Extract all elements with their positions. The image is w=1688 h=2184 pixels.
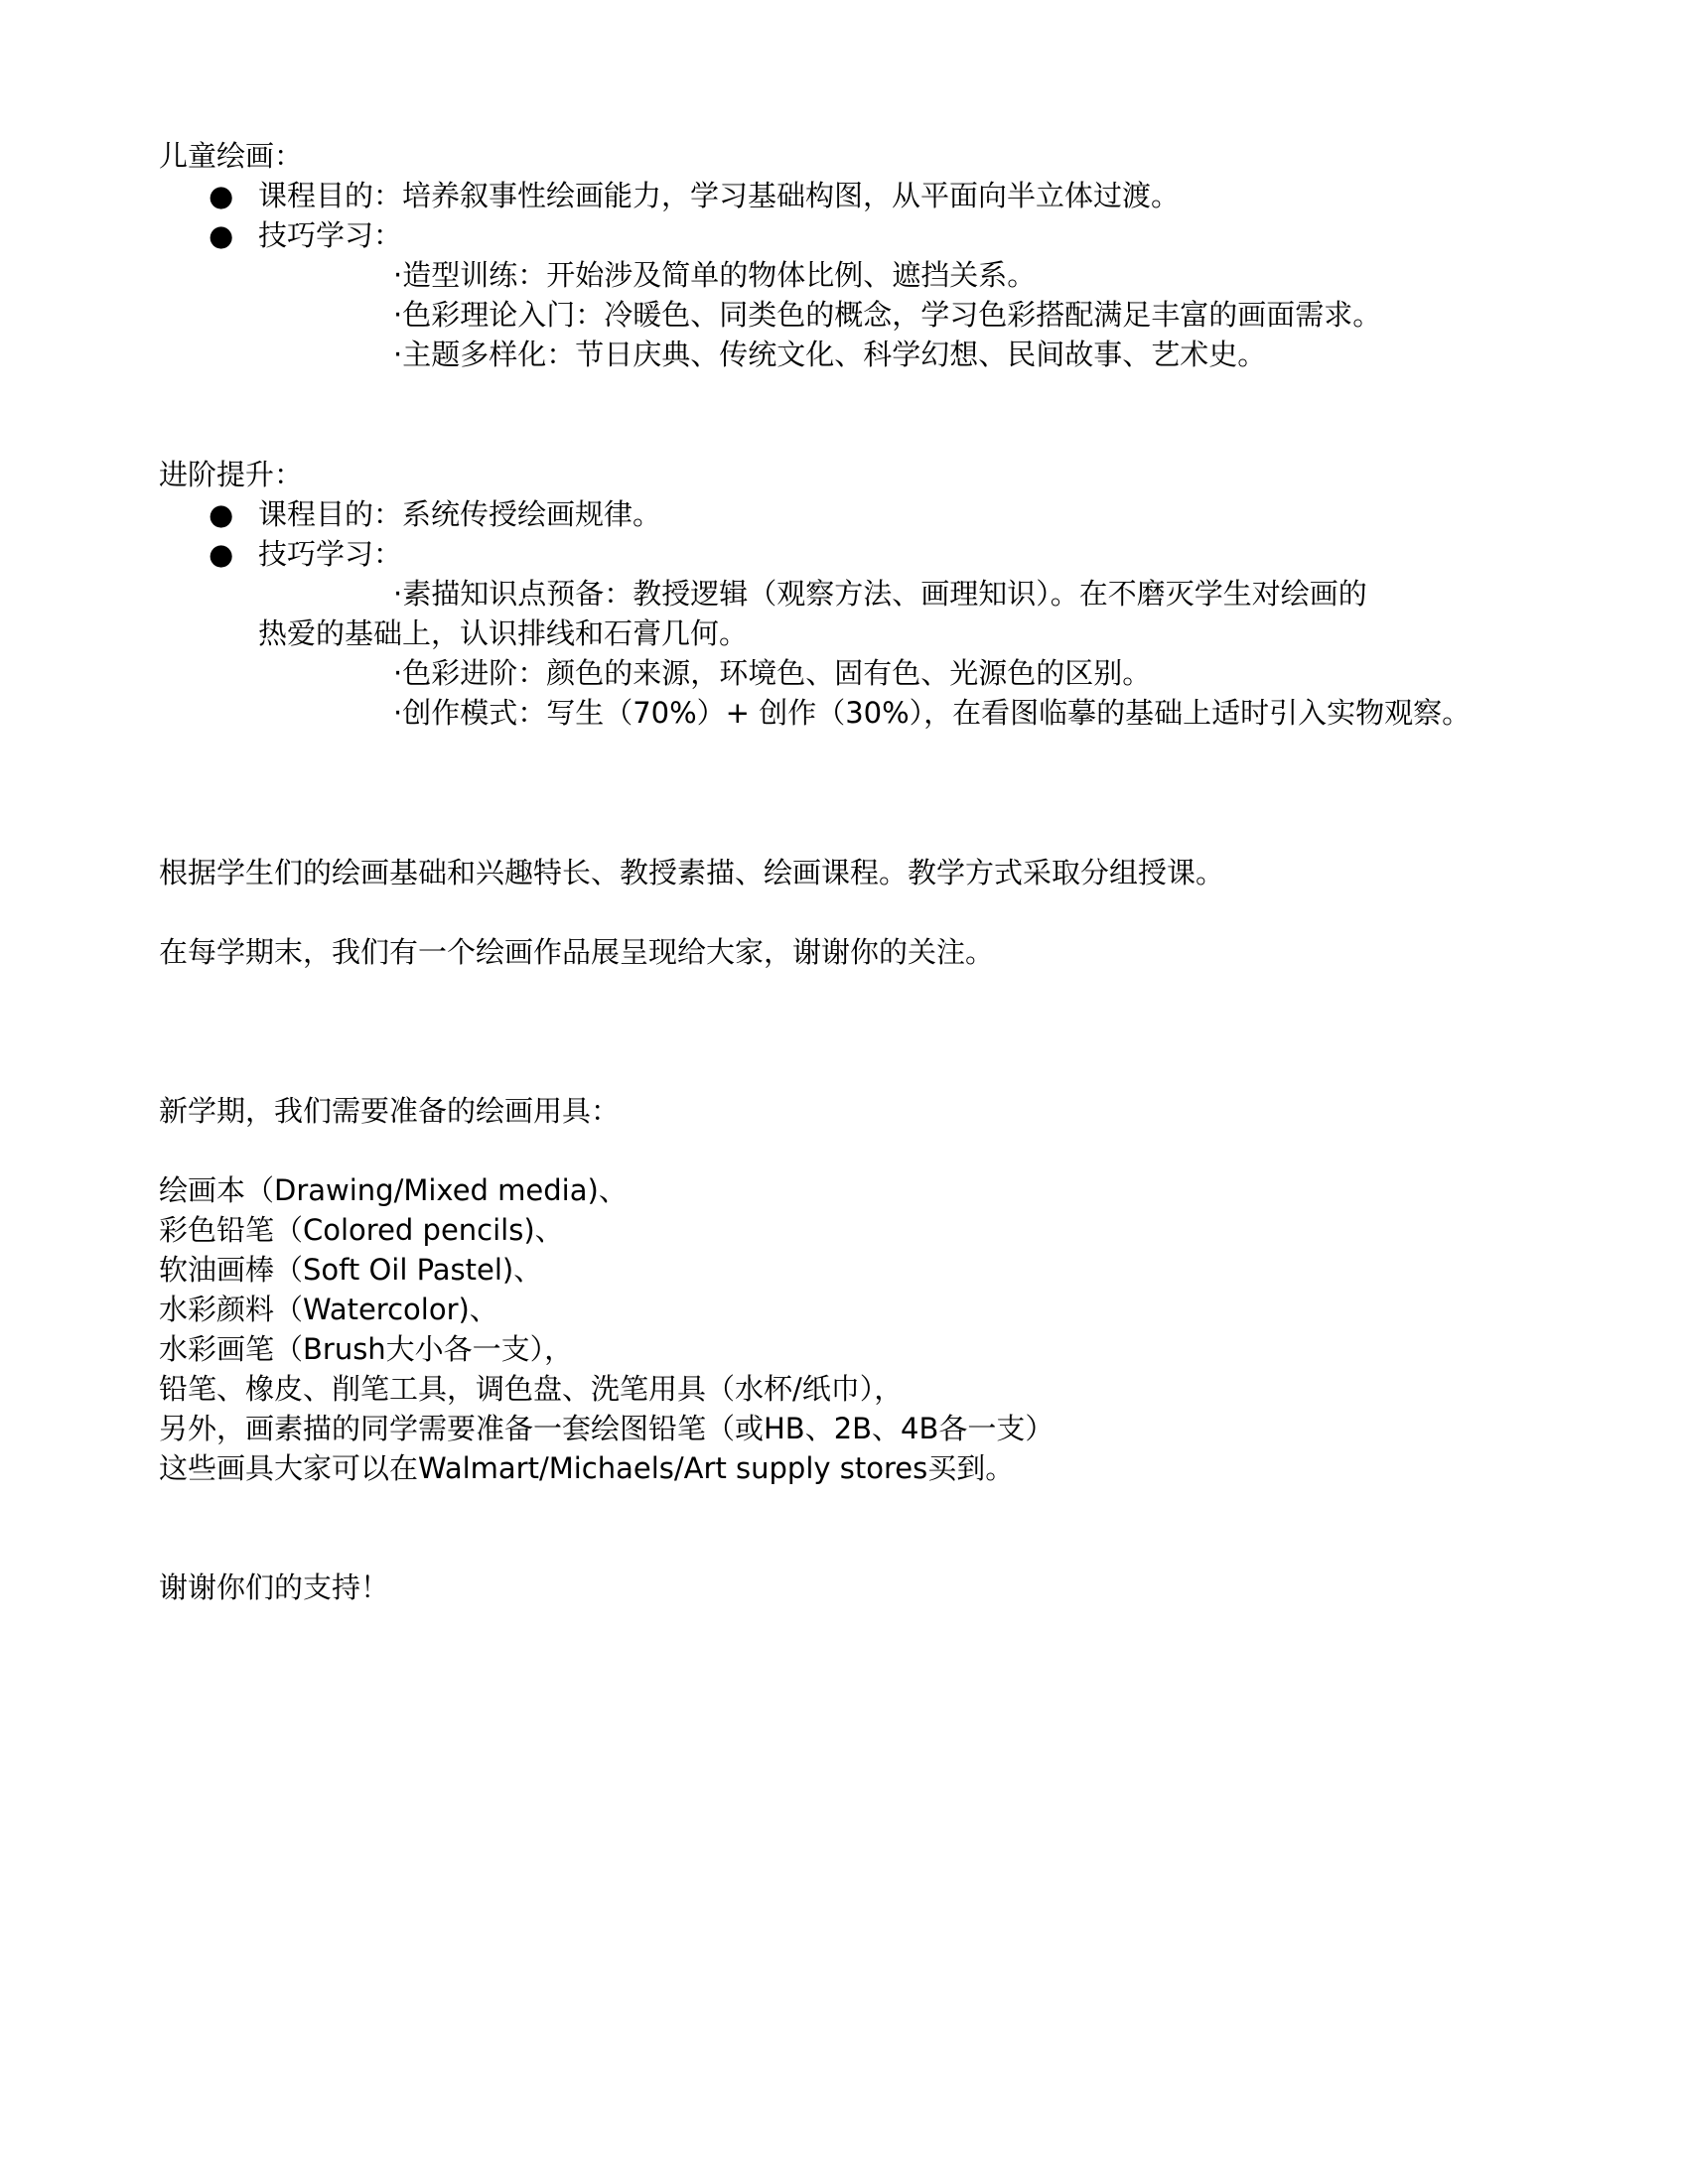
bullet-icon: ● — [209, 497, 234, 531]
skill-detail: ·造型训练：开始涉及简单的物体比例、遮挡关系。 — [393, 258, 1037, 292]
skill-detail: ·色彩进阶：颜色的来源，环境色、固有色、光源色的区别。 — [393, 656, 1152, 690]
supplies-heading: 新学期，我们需要准备的绘画用具： — [159, 1094, 621, 1128]
skill-detail: ·色彩理论入门：冷暖色、同类色的概念，学习色彩搭配满足丰富的画面需求。 — [393, 298, 1382, 332]
closing-thanks: 谢谢你们的支持！ — [159, 1570, 390, 1604]
bullet-icon: ● — [209, 537, 234, 571]
skill-detail: ·创作模式：写生（70%）+ 创作（30%），在看图临摹的基础上适时引入实物观察。 — [393, 696, 1472, 730]
course-goal-item: 课程目的：系统传授绘画规律。 — [258, 497, 662, 531]
supply-item: 绘画本（Drawing/Mixed media)、 — [159, 1173, 628, 1207]
supply-item: 彩色铅笔（Colored pencils)、 — [159, 1213, 564, 1247]
supply-item: 水彩颜料（Watercolor)、 — [159, 1293, 498, 1326]
skill-detail-continued: 热爱的基础上，认识排线和石膏几何。 — [258, 616, 749, 650]
skill-detail: ·主题多样化：节日庆典、传统文化、科学幻想、民间故事、艺术史。 — [393, 338, 1267, 371]
exhibition-paragraph: 在每学期末，我们有一个绘画作品展呈现给大家，谢谢你的关注。 — [159, 935, 995, 969]
supply-item: 软油画棒（Soft Oil Pastel)、 — [159, 1253, 543, 1287]
supply-item: 这些画具大家可以在Walmart/Michaels/Art supply stores买到。 — [159, 1451, 1015, 1485]
bullet-icon: ● — [209, 179, 234, 212]
section-heading-advanced: 进阶提升： — [159, 458, 304, 491]
course-goal-item: 课程目的：培养叙事性绘画能力，学习基础构图，从平面向半立体过渡。 — [258, 179, 1181, 212]
skills-item: 技巧学习： — [258, 218, 403, 252]
supply-item: 水彩画笔（Brush大小各一支）， — [159, 1332, 574, 1366]
skills-item: 技巧学习： — [258, 537, 403, 571]
teaching-paragraph: 根据学生们的绘画基础和兴趣特长、教授素描、绘画课程。教学方式采取分组授课。 — [159, 856, 1225, 889]
supply-item: 另外，画素描的同学需要准备一套绘图铅笔（或HB、2B、4B各一支） — [159, 1412, 1055, 1445]
skill-detail: ·素描知识点预备：教授逻辑（观察方法、画理知识）。在不磨灭学生对绘画的 — [393, 577, 1367, 611]
section-heading-children-drawing: 儿童绘画： — [159, 139, 304, 173]
bullet-icon: ● — [209, 218, 234, 252]
supply-item: 铅笔、橡皮、削笔工具，调色盘、洗笔用具（水杯/纸巾）， — [159, 1372, 904, 1406]
